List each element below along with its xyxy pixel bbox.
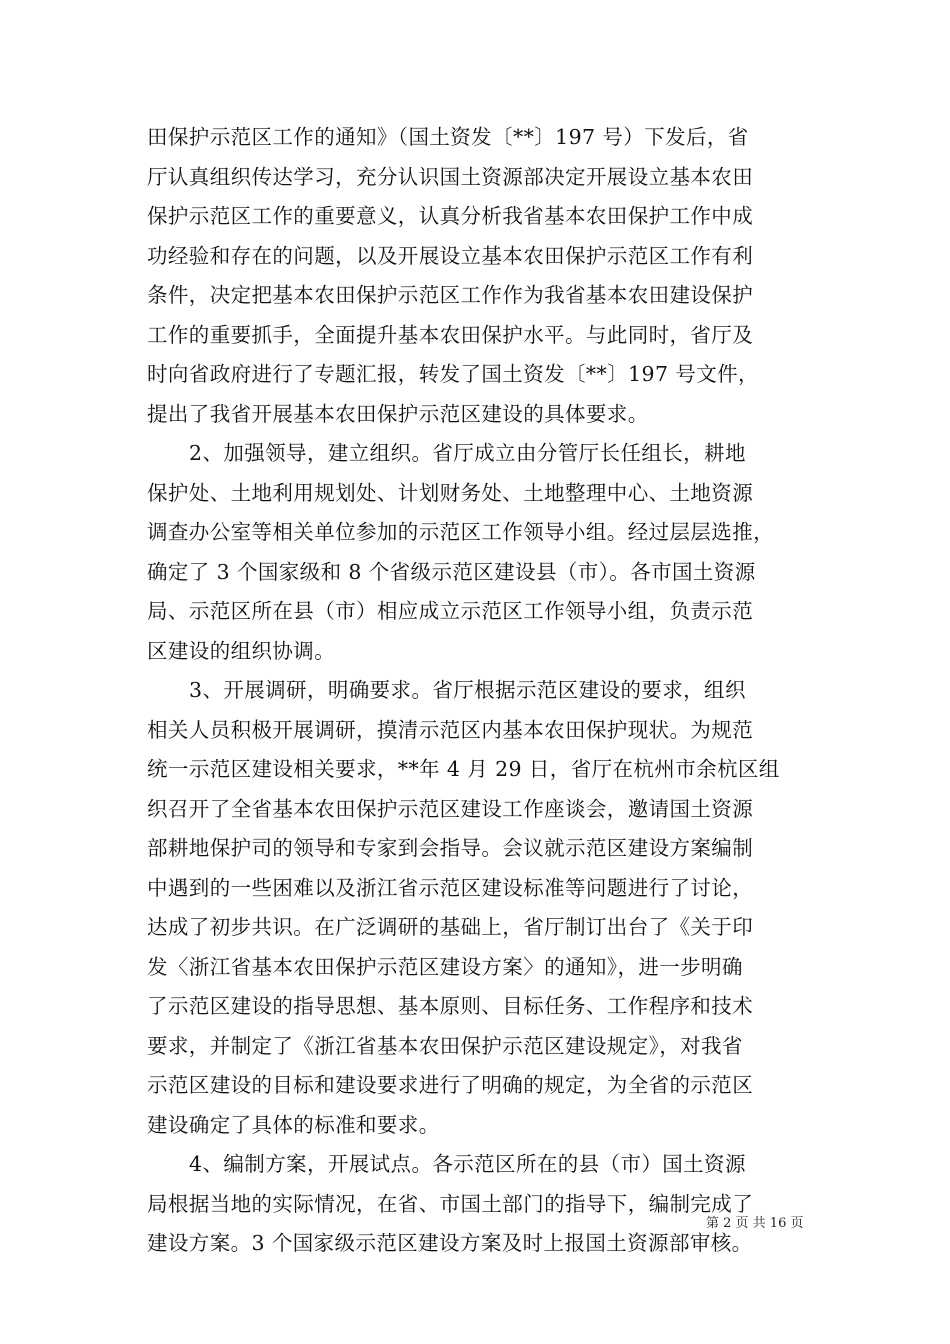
text-line: 发〈浙江省基本农田保护示范区建设方案〉的通知》，进一步明确 — [147, 954, 743, 979]
text-line: 条件，决定把基本农田保护示范区工作作为我省基本农田建设保护 — [147, 283, 754, 307]
text-line: 提出了我省开展基本农田保护示范区建设的具体要求。 — [147, 401, 649, 426]
text-line: 要求，并制定了《浙江省基本农田保护示范区建设规定》，对我省 — [147, 1033, 743, 1058]
text-line: 厅认真组织传达学习，充分认识国土资源部决定开展设立基本农田 — [147, 164, 754, 189]
text-line: 调查办公室等相关单位参加的示范区工作领导小组。经过层层选推， — [147, 520, 774, 544]
text-line: 3、开展调研，明确要求。省厅根据示范区建设的要求，组织 — [189, 678, 746, 702]
text-line: 中遇到的一些困难以及浙江省示范区建设标准等问题进行了讨论， — [147, 875, 754, 900]
text-line: 4、编制方案，开展试点。各示范区所在的县（市）国土资源 — [189, 1152, 746, 1176]
text-line: 相关人员积极开展调研，摸清示范区内基本农田保护现状。为规范 — [147, 717, 754, 742]
text-line: 功经验和存在的问题，以及开展设立基本农田保护示范区工作有利 — [147, 243, 754, 268]
text-line: 局、示范区所在县（市）相应成立示范区工作领导小组，负责示范 — [147, 599, 754, 623]
body-text — [147, 118, 827, 1264]
text-line: 田保护示范区工作的通知》（国土资发〔**〕197 号）下发后，省 — [147, 125, 749, 149]
text-line: 2、加强领导，建立组织。省厅成立由分管厅长任组长，耕地 — [189, 441, 746, 465]
text-line: 建设方案。3 个国家级示范区建设方案及时上报国土资源部审核。 — [147, 1231, 753, 1255]
text-line: 工作的重要抓手，全面提升基本农田保护水平。与此同时，省厅及 — [147, 322, 754, 347]
text-line: 织召开了全省基本农田保护示范区建设工作座谈会，邀请国土资源 — [147, 796, 754, 821]
text-line: 示范区建设的目标和建设要求进行了明确的规定，为全省的示范区 — [147, 1073, 754, 1097]
text-line: 部耕地保护司的领导和专家到会指导。会议就示范区建设方案编制 — [147, 836, 754, 860]
text-line: 保护示范区工作的重要意义，认真分析我省基本农田保护工作中成 — [147, 204, 754, 228]
text-line: 保护处、土地利用规划处、计划财务处、土地整理中心、土地资源 — [147, 480, 754, 505]
text-line: 了示范区建设的指导思想、基本原则、目标任务、工作程序和技术 — [147, 994, 754, 1018]
page-footer: 第 2 页 共 16 页 — [706, 1216, 804, 1231]
text-line: 达成了初步共识。在广泛调研的基础上，省厅制订出台了《关于印 — [147, 915, 754, 939]
text-line: 区建设的组织协调。 — [147, 638, 336, 663]
text-line: 建设确定了具体的标准和要求。 — [147, 1112, 440, 1137]
text-line: 时向省政府进行了专题汇报，转发了国土资发〔**〕197 号文件， — [147, 362, 759, 386]
text-line: 统一示范区建设相关要求，**年 4 月 29 日，省厅在杭州市余杭区组 — [147, 757, 780, 781]
text-line: 局根据当地的实际情况，在省、市国土部门的指导下，编制完成了 — [147, 1191, 754, 1216]
text-line: 确定了 3 个国家级和 8 个省级示范区建设县（市）。各市国土资源 — [147, 559, 756, 584]
